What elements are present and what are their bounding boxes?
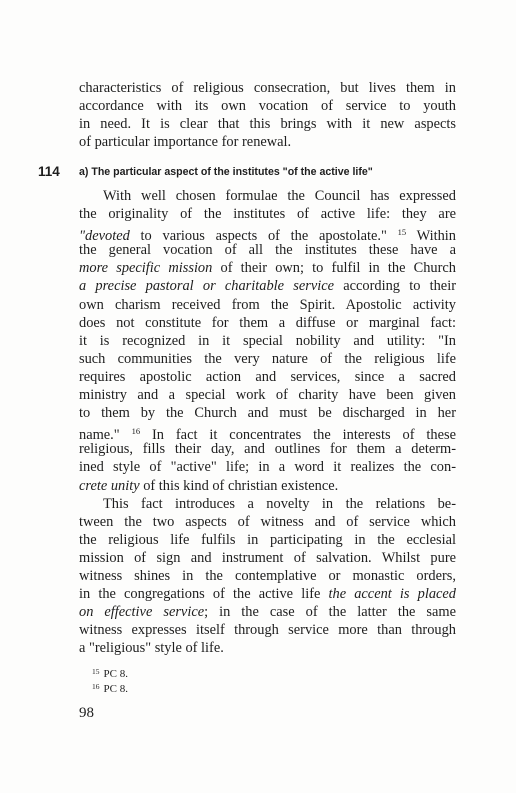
- text-line: [79, 422, 456, 444]
- text-line: the religious life fulfils in participating in the ecclesial: [79, 531, 456, 548]
- text-span: In fact it concentrates the interests of these: [140, 427, 456, 444]
- text-line: ministry and a special work of charity have been given: [79, 387, 456, 404]
- text-line: [79, 477, 456, 495]
- text-line: [79, 223, 456, 245]
- footnote-number: 15: [92, 667, 100, 676]
- text-span: of this kind of christian existence.: [139, 477, 339, 494]
- section-number: 114: [38, 164, 60, 179]
- footnote-ref: 15: [397, 227, 407, 238]
- section-heading: [38, 163, 478, 181]
- text-span: of their own; to fulfil in the Church: [212, 260, 456, 277]
- text-line: of particular importance for renewal.: [79, 134, 292, 151]
- footnote: [92, 680, 128, 696]
- text-line: such communities the very nature of the religious life: [79, 350, 456, 367]
- text-line: witness expresses itself through service more than through: [79, 622, 456, 639]
- text-span: according to their: [334, 278, 456, 295]
- text-line: requires apostolic action and services, since a sacred: [79, 368, 456, 385]
- italic-text: the accent is placed: [328, 586, 456, 603]
- text-span: ; in the case of the latter the same: [204, 604, 456, 621]
- section-title: a) The particular aspect of the institutes "of the active life": [79, 166, 373, 178]
- text-line: [79, 259, 456, 277]
- italic-text: a precise pastoral or charitable service: [79, 278, 335, 295]
- text-line: This fact introduces a novelty in the relations be-: [103, 495, 456, 512]
- text-span: name.": [79, 427, 132, 444]
- text-line: mission of sign and instrument of salvation. Whilst pure: [79, 549, 456, 566]
- text-line: in need. It is clear that this brings with it new aspects: [79, 116, 456, 133]
- text-line: religious, fills their day, and outlines for them a determ-: [79, 441, 456, 458]
- intro-paragraph: [79, 79, 456, 151]
- text-line: With well chosen formulae the Council has expressed: [103, 188, 456, 204]
- footnote-text: PC 8.: [103, 668, 128, 680]
- text-line: [79, 603, 456, 621]
- text-line: accordance with its own vocation of service to youth: [79, 98, 456, 115]
- text-line: [79, 277, 456, 295]
- text-line: witness shines in the contemplative or monastic orders,: [79, 567, 456, 584]
- text-line: the general vocation of all the institutes these have a: [79, 242, 456, 259]
- text-span: Within: [406, 228, 456, 245]
- footnote-text: PC 8.: [103, 683, 128, 695]
- text-line: a "religious" style of life.: [79, 640, 224, 657]
- italic-text: "devoted: [79, 228, 130, 245]
- text-span: to various aspects of the apostolate.": [129, 228, 398, 245]
- paragraph-1: [79, 187, 456, 657]
- italic-text: crete unity: [79, 477, 140, 494]
- text-line: does not constitute for them a diffuse or marginal fact:: [79, 314, 456, 331]
- italic-text: on effective service: [79, 604, 205, 621]
- text-line: ined style of "active" life; in a word it realizes the con-: [79, 459, 456, 476]
- page-number: 98: [79, 705, 94, 721]
- text-span: in the congregations of the active life: [79, 586, 329, 603]
- text-line: [79, 585, 456, 603]
- text-line: characteristics of religious consecration, but lives them in: [79, 80, 456, 96]
- text-line: tween the two aspects of witness and of service which: [79, 513, 456, 530]
- footnote-ref: 16: [131, 426, 141, 437]
- text-line: it is recognized in it special nobility and utility: "In: [79, 332, 456, 349]
- italic-text: more specific mission: [79, 260, 213, 277]
- text-line: the originality of the institutes of active life: they are: [79, 206, 456, 223]
- footnote-number: 16: [92, 682, 100, 691]
- footnote: [92, 665, 128, 681]
- text-line: own charism received from the Spirit. Apostolic activity: [79, 296, 456, 313]
- text-line: to them by the Church and must be discharged in her: [79, 405, 456, 422]
